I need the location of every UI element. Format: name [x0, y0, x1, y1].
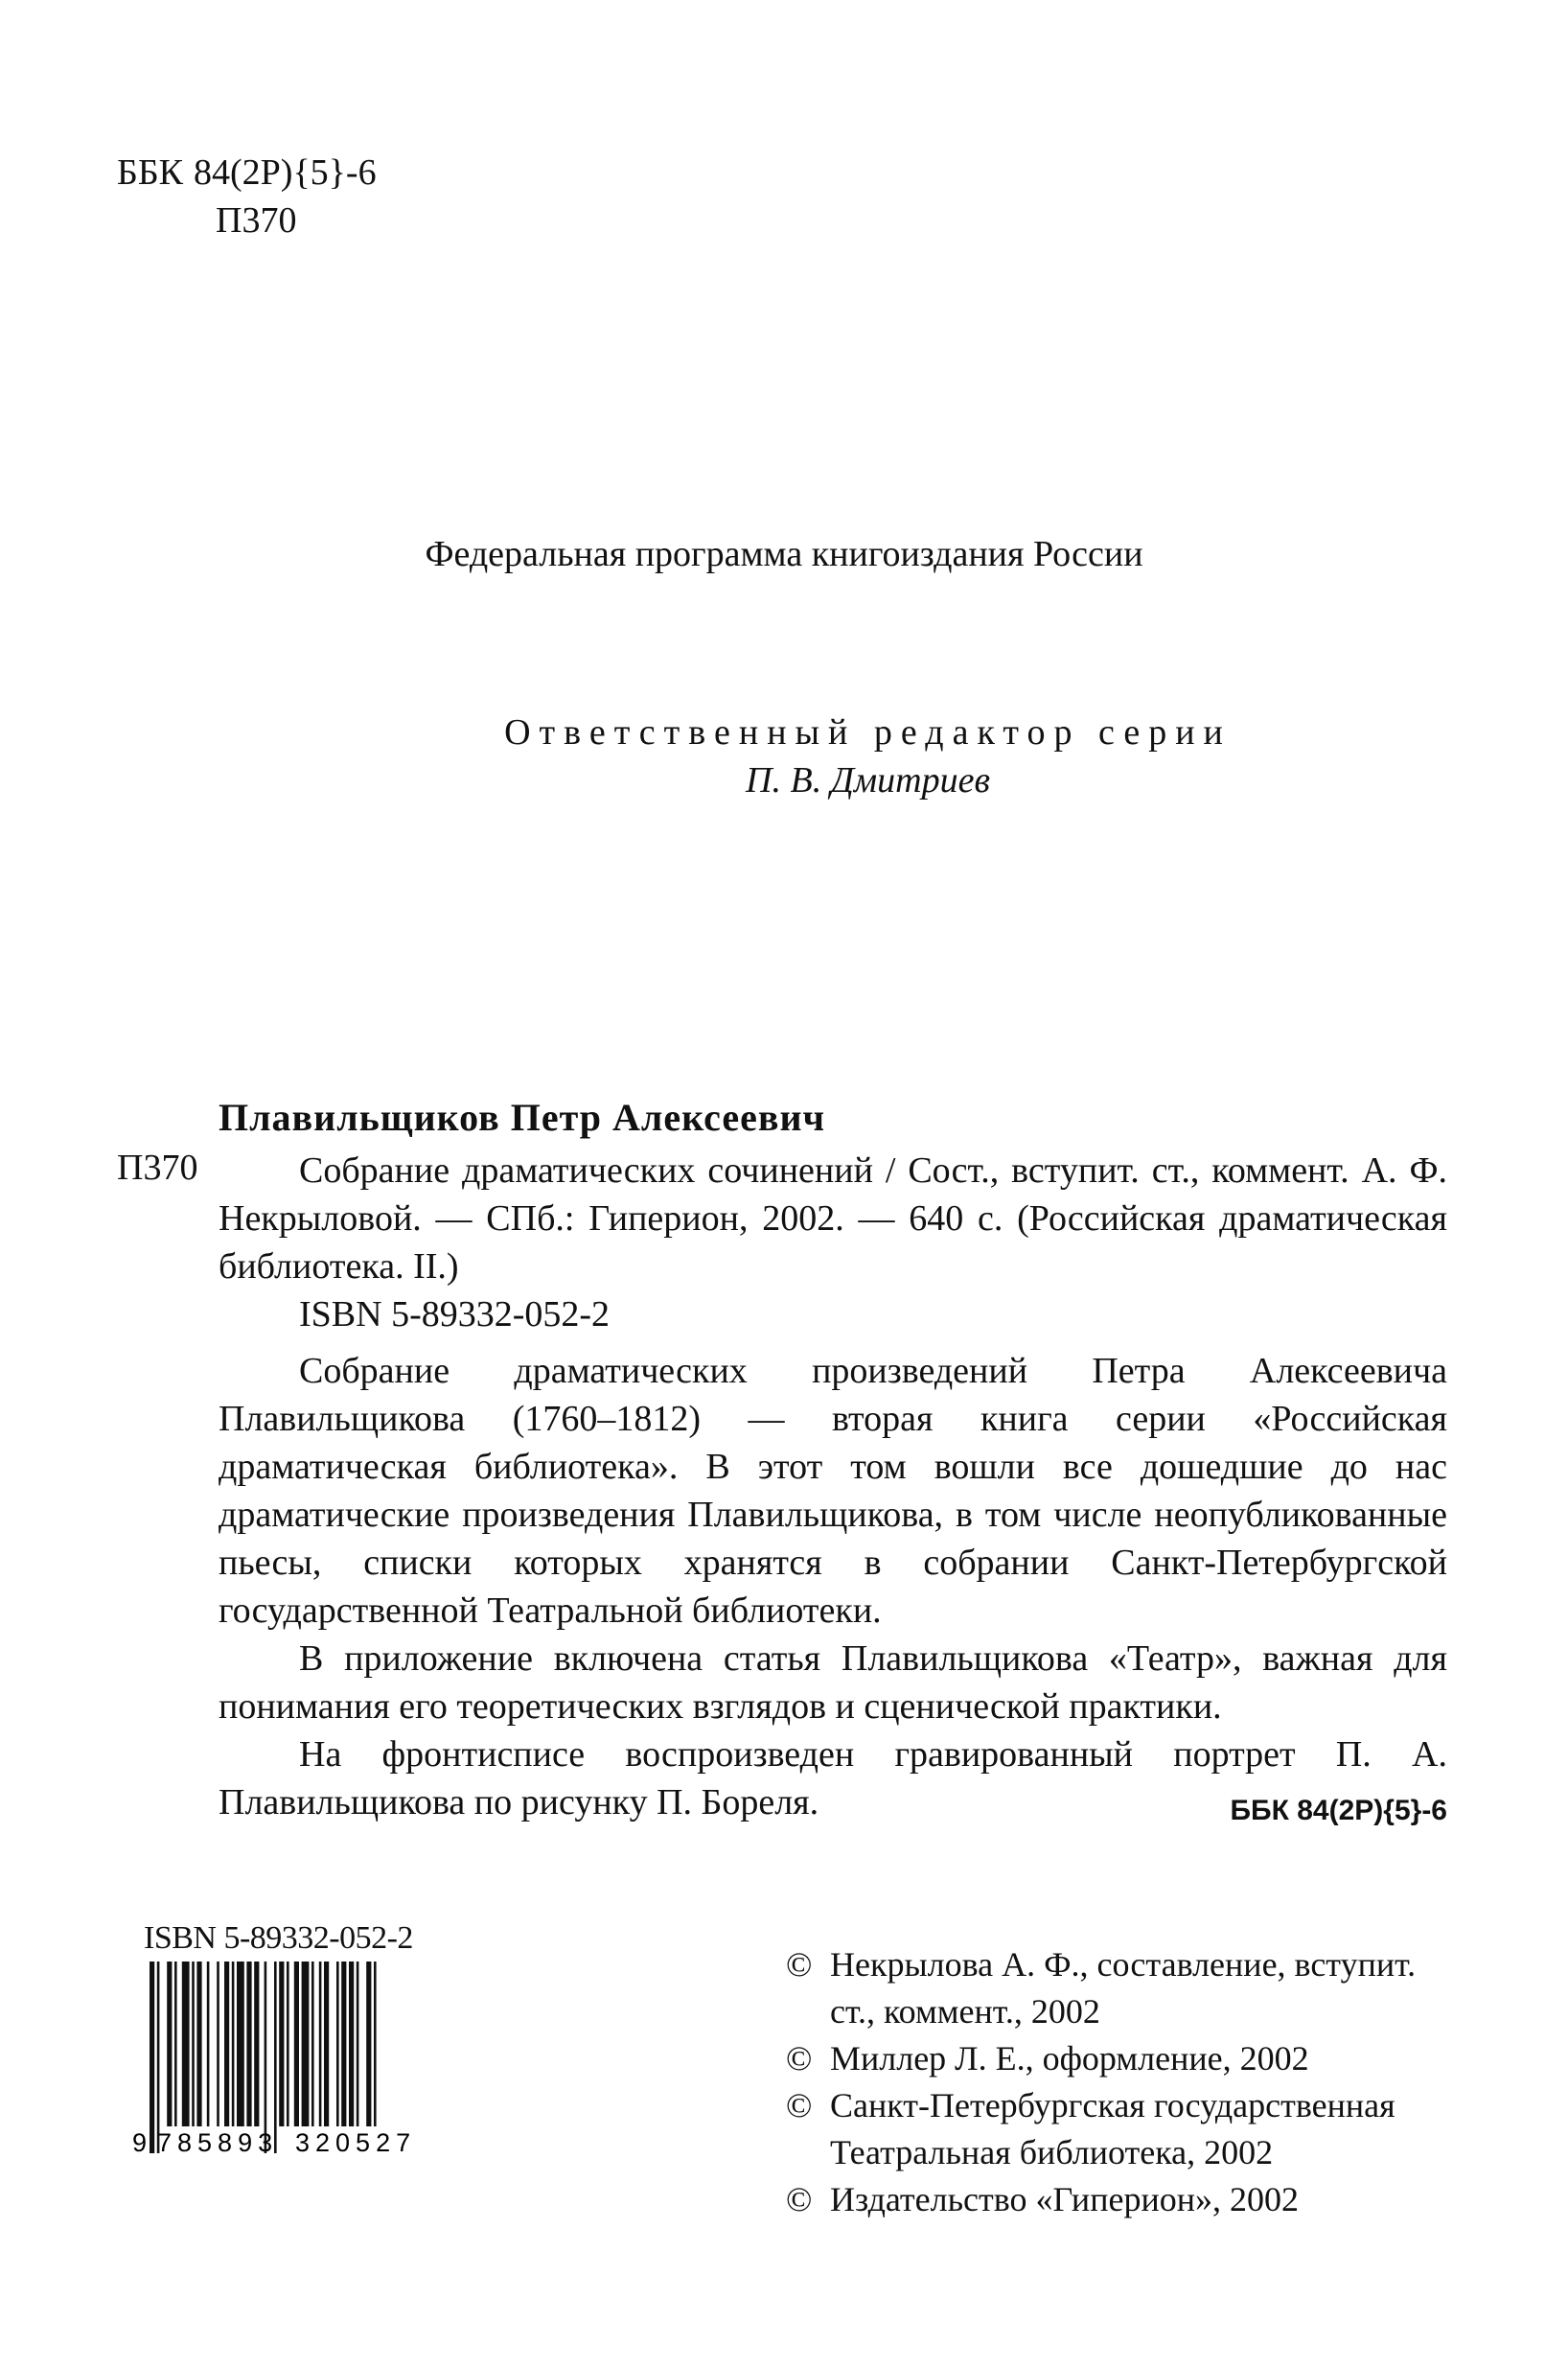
barcode-bar	[217, 1962, 219, 2126]
catalog-index: П370	[117, 1148, 198, 1188]
barcode-bar	[349, 1962, 354, 2126]
record-isbn: ISBN 5-89332-052-2	[299, 1294, 611, 1335]
annotation	[219, 1347, 1447, 1826]
isbn-barcode	[132, 1962, 443, 2159]
catalog-record	[219, 1147, 1447, 1338]
annotation-paragraph: На фронтисписе воспроизведен гравированный портрет П. А. Плавильщикова по рисунку П. Бореля.	[219, 1734, 1447, 1822]
barcode-bar	[207, 1962, 210, 2126]
copyright-symbol: ©	[786, 1945, 813, 1984]
annotation-paragraph: В приложение включена статья Плавильщикова «Театр», важная для понимания его теоретических взглядов и сценической практики.	[219, 1638, 1447, 1727]
barcode-bar	[224, 1962, 229, 2126]
series-editor-label: Ответственный редактор серии	[504, 712, 1232, 753]
top-bbk-block	[117, 149, 377, 244]
barcode-bar	[287, 1962, 289, 2126]
copyright-text: Некрылова А. Ф., составление, вступит. ст., коммент., 2002	[830, 1945, 1417, 2031]
bbk-classification: 84(2Р){5}-6	[194, 152, 377, 193]
annotation-paragraph: Собрание драматических произведений Петра Алексеевича Плавильщикова (1760–1812) — вторая книга серии «Российская драматическая библиотека». В этот том вошли все дошедшие до нас драматические произведения Плавильщикова, в том числе неопубликованные пьесы, списки которых хранятся в собрании Санкт-Петербургской государственной Театральной библиотеки.	[219, 1351, 1447, 1631]
barcode-bar	[174, 1962, 177, 2126]
series-editor-name: П. В. Дмитриев	[746, 760, 990, 801]
bottom-bbk: ББК 84(2Р){5}-6	[1230, 1795, 1447, 1826]
barcode-bar	[274, 1962, 277, 2153]
copyright-symbol: ©	[786, 2086, 813, 2124]
barcode-bar	[182, 1962, 190, 2126]
barcode-bar	[319, 1962, 322, 2126]
copyright-item	[786, 1941, 1457, 2035]
copyright-item	[786, 2176, 1457, 2223]
barcode-bar	[232, 1962, 235, 2126]
barcode-bar	[279, 1962, 284, 2126]
barcode-bar	[341, 1962, 346, 2126]
author-mark: П370	[216, 200, 297, 241]
barcode-bar	[302, 1962, 310, 2126]
copyright-symbol: ©	[786, 2039, 813, 2078]
barcode-bar	[294, 1962, 299, 2126]
barcode-bar	[150, 1962, 154, 2153]
barcode-bar	[336, 1962, 339, 2126]
barcode-right-digits: 320527	[295, 2128, 417, 2157]
copyright-text: Санкт-Петербургская государственная Театральная библиотека, 2002	[830, 2086, 1395, 2171]
barcode-bar	[246, 1962, 251, 2126]
copyright-item	[786, 2035, 1457, 2082]
record-text: Собрание драматических сочинений / Сост., вступит. ст., коммент. А. Ф. Некрыловой. — СПб.: Гиперион, 2002. — 640 с. (Российская драматическая библиотека. II.)	[219, 1150, 1447, 1287]
barcode-isbn-label: ISBN 5-89332-052-2	[144, 1920, 413, 1956]
barcode-bar	[265, 1962, 267, 2153]
copyright-block	[786, 1941, 1457, 2223]
copyright-text: Издательство «Гиперион», 2002	[830, 2180, 1299, 2218]
barcode-bar	[196, 1962, 201, 2126]
barcode-bar	[192, 1962, 195, 2126]
barcode-bar	[324, 1962, 329, 2126]
bbk-code: ББК	[117, 152, 183, 193]
catalog-author: Плавильщиков Петр Алексеевич	[219, 1096, 826, 1139]
copyright-symbol: ©	[786, 2180, 813, 2218]
barcode-left-digits: 785893	[157, 2128, 279, 2157]
barcode-bar	[374, 1962, 377, 2126]
barcode-bar	[237, 1962, 244, 2126]
barcode-lead-digit: 9	[132, 2128, 148, 2157]
copyright-text: Миллер Л. Е., оформление, 2002	[830, 2039, 1309, 2078]
barcode-bar	[366, 1962, 371, 2126]
copyright-item	[786, 2082, 1457, 2176]
barcode-bar	[254, 1962, 259, 2126]
barcode-bar	[311, 1962, 314, 2126]
barcode-bar	[157, 1962, 160, 2153]
barcode-bar	[357, 1962, 359, 2126]
barcode-bar	[167, 1962, 172, 2126]
federal-program-line: Федеральная программа книгоиздания России	[425, 534, 1143, 574]
